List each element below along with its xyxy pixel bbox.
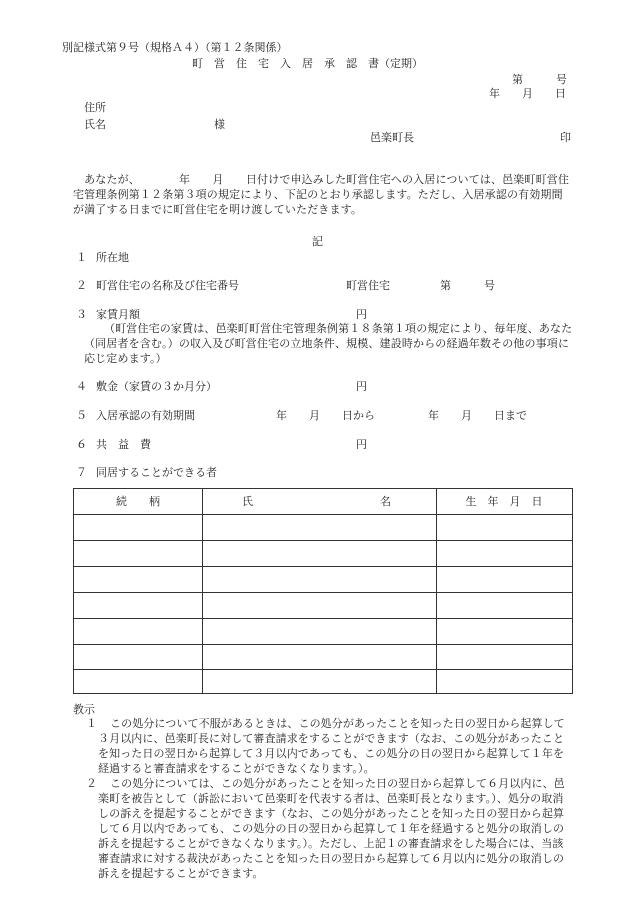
table-row-divider xyxy=(74,618,572,619)
ki-heading: 記 xyxy=(312,235,323,248)
issuer-name: 邑楽町長 xyxy=(370,131,414,144)
item-location-label: 所在地 xyxy=(96,251,129,264)
deposit-unit: 円 xyxy=(356,380,367,393)
table-row-divider xyxy=(74,514,572,515)
item-cohabitant-label: 同居することができる者 xyxy=(96,466,217,479)
table-row-divider xyxy=(74,669,572,670)
honorific: 様 xyxy=(214,118,225,131)
item-cohabitant-number: ７ xyxy=(76,466,87,479)
item-common-fee-label: 共 益 費 xyxy=(96,438,151,451)
period-start: 年 月 日から xyxy=(276,409,375,422)
issue-date: 年 月 日 xyxy=(489,87,566,100)
item-deposit-number: ４ xyxy=(76,380,87,393)
period-end: 年 月 日まで xyxy=(428,409,527,422)
header-birthdate: 生 年 月 日 xyxy=(465,495,543,508)
item-housing-label: 町営住宅の名称及び住宅番号 xyxy=(96,279,239,292)
item-common-fee-number: ６ xyxy=(76,438,87,451)
item-rent-number: ３ xyxy=(76,308,87,321)
table-column-divider xyxy=(202,489,203,693)
document-title: 町 営 住 宅 入 居 承 認 書（定期） xyxy=(192,57,423,70)
document-number: 第 号 xyxy=(512,73,567,86)
item-location-number: １ xyxy=(76,251,87,264)
item-rent-label: 家賃月額 xyxy=(96,308,140,321)
housing-number-field: 第 号 xyxy=(440,279,495,292)
notice-item-1-number: １ xyxy=(86,717,97,730)
table-row-divider xyxy=(74,566,572,567)
table-column-divider xyxy=(436,489,437,693)
rent-note: （町営住宅の家賃は、邑楽町町営住宅管理条例第１８条第１項の規定により、毎年度、あなた（同居者を含む。）の収入及び町営住宅の立地条件、規模、建設時からの経過年数その他の事項に応じ定めます。） xyxy=(84,322,573,365)
item-period-label: 入居承認の有効期間 xyxy=(96,409,195,422)
address-label: 住所 xyxy=(84,101,106,114)
table-row-divider xyxy=(74,540,572,541)
table-row-divider xyxy=(74,644,572,645)
notice-item-2-text: この処分については、この処分があったことを知った日の翌日から起算して６月以内に、邑楽町を被告として（訴訟において邑楽町を代表する者は、邑楽町長となります。）、処分の取消しの訴えを提起することができます（なお、この処分があったことを知った日の翌日から起算して６月以内であっても、この処分の日の翌日から起算して１年を経過すると処分の取消しの訴えを提起することができなくなります。）。ただし、上記１の審査請求をした場合には、当該審査請求に対する裁決があったことを知った日の翌日から起算して６月以内に処分の取消しの訴えを提起することができます。 xyxy=(98,777,565,880)
item-period-number: ５ xyxy=(76,409,87,422)
header-relationship: 続 柄 xyxy=(116,495,160,508)
form-id: 別記様式第９号（規格Ａ４）（第１２条関係） xyxy=(62,41,288,54)
notice-item-1-text: この処分について不服があるときは、この処分があったことを知った日の翌日から起算して３月以内に、邑楽町長に対して審査請求をすることができます（なお、この処分があったことを知った日の翌日から起算して３月以内であっても、この処分の日の翌日から起算して１年を経過すると審査請求をすることができなくなります。）。 xyxy=(98,717,565,775)
header-given-name: 名 xyxy=(380,495,391,508)
table-row-divider xyxy=(74,592,572,593)
notice-heading: 教示 xyxy=(73,703,95,716)
intro-paragraph: あなたが、 年 月 日付けで申込みした町営住宅への入居については、邑楽町町営住宅管理条例第１２条第３項の規定により、下記のとおり承認します。ただし、入居承認の有効期間が満了する日までに町営住宅を明け渡していただきます。 xyxy=(73,173,570,216)
name-label: 氏名 xyxy=(84,118,106,131)
item-housing-number: ２ xyxy=(76,279,87,292)
housing-name-field: 町営住宅 xyxy=(346,279,390,292)
rent-unit: 円 xyxy=(356,308,367,321)
common-fee-unit: 円 xyxy=(356,438,367,451)
seal-mark: 印 xyxy=(560,131,571,144)
item-deposit-label: 敷金（家賃の３か月分） xyxy=(96,380,217,393)
cohabitant-table xyxy=(73,488,573,694)
notice-item-2-number: ２ xyxy=(86,777,97,790)
header-surname: 氏 xyxy=(242,495,253,508)
